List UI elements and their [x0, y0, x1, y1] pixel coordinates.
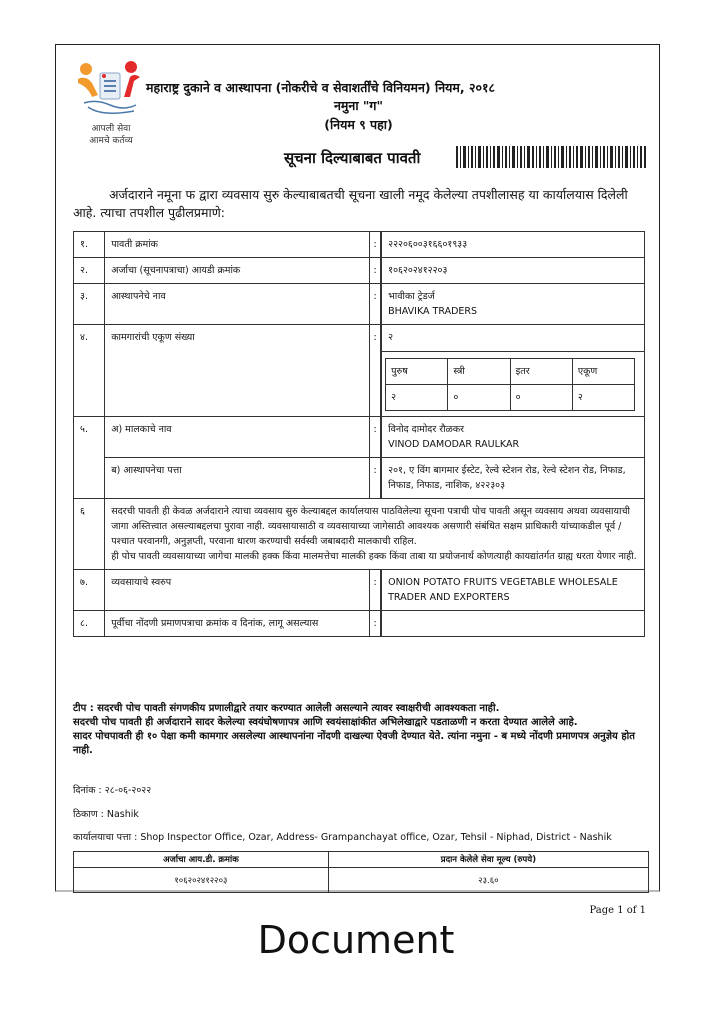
form-name: नमुना "ग" [333, 98, 383, 113]
worker-value-other: ० [510, 385, 572, 411]
document-title: सूचना दिल्याबाबत पावती [284, 149, 421, 167]
establishment-name-marathi: भावीका ट्रेडर्ज [388, 291, 435, 302]
row-label: व्यवसायाचे स्वरुप [105, 570, 370, 611]
establishment-name-value [381, 284, 644, 325]
establishment-address-value: २०१, ए विंग बागमार ईस्टेट, रेल्वे स्टेशन रोड, रेल्वे स्टेशन रोड, निफाड, निफाड, निफाड, नाशिक, ४२२३०३ [381, 458, 644, 499]
owner-name-english: VINOD DAMODAR RAULKAR [388, 439, 520, 450]
logo-caption-line2: आमचे कर्तव्य [89, 136, 133, 146]
row-colon: : [370, 325, 382, 417]
establishment-name-english: BHAVIKA TRADERS [388, 306, 478, 317]
previous-registration-value [381, 611, 644, 637]
row-number: २. [74, 258, 105, 284]
row-number: ८. [74, 611, 105, 637]
table-row [74, 258, 645, 284]
table-row [74, 611, 645, 637]
table-row [74, 458, 645, 499]
receipt-details-table [73, 231, 645, 637]
row-colon: : [370, 284, 382, 325]
row-colon: : [370, 417, 382, 458]
table-row [74, 499, 645, 570]
business-nature-value: ONION POTATO FRUITS VEGETABLE WHOLESALE TRADER AND EXPORTERS [381, 570, 644, 611]
worker-header-other: इतर [510, 359, 572, 385]
barcode-icon [456, 146, 646, 168]
table-row [74, 284, 645, 325]
worker-count-value [381, 325, 644, 417]
worker-header-female: स्त्री [448, 359, 510, 385]
worker-total: २ [388, 332, 394, 343]
fee-header-service-charge: प्रदान केलेले सेवा मूल्य (रुपये) [328, 852, 648, 868]
disclaimer-clause [105, 499, 645, 570]
note-line-2: सदरची पोच पावती ही अर्जदाराने सादर केलेल्या स्वयंघोषणापत्र आणि स्वयंसाक्षांकीत अभिलेखाद्वारे पडताळणी न करता देण्यात आलेले आहे. [73, 717, 578, 728]
row-label: अ) मालकाचे नाव [105, 417, 370, 458]
row-number: ७. [74, 570, 105, 611]
rule-reference: (नियम ९ पहा) [324, 117, 393, 132]
intro-paragraph [73, 186, 648, 222]
application-id-value: १०६२०२४१२२०३ [381, 258, 644, 284]
worker-value-male: २ [386, 385, 448, 411]
page-number: Page 1 of 1 [589, 905, 646, 916]
table-row [74, 570, 645, 611]
act-title: महाराष्ट्र दुकाने व आस्थापना (नोकरीचे व सेवाशर्तींचे विनियमन) नियम, २०१८ [146, 80, 495, 95]
fee-application-id: १०६२०२४१२२०३ [74, 868, 329, 893]
document-page [55, 44, 660, 892]
disclaimer-text-1: सदरची पावती ही केवळ अर्जदाराने त्याचा व्यवसाय सुरु केल्याबद्दल कार्यालयास पाठविलेल्या सूचना पत्राची पोच पावती असून व्यवसाय अथवा व्यवसायाची जागा अस्तित्त्वात असल्याबद्दलचा पुरावा नाही. व्यवसायासाठी व व्यवसायाच्या जागेसाठी आवश्यक असणारी संबंधित सक्षम प्राधिकारी यांच्याकडील पूर्व / पश्चात परवानगी, अनुज्ञप्ती, परवाना धारण करण्याची सर्वस्वी जबाबदारी मालकाची राहिल. [111, 506, 630, 547]
issue-date: दिनांक : २८-०६-२०२२ [73, 785, 152, 796]
fee-service-charge: २३.६० [328, 868, 648, 893]
worker-header-male: पुरुष [386, 359, 448, 385]
service-fee-table [73, 851, 649, 893]
note-section [73, 702, 653, 758]
row-label: आस्थापनेचे नाव [105, 284, 370, 325]
table-row [74, 232, 645, 258]
divider [382, 351, 644, 352]
row-colon: : [370, 611, 382, 637]
row-label: पूर्वीचा नोंदणी प्रमाणपत्राचा क्रमांक व दिनांक, लागू असल्यास [105, 611, 370, 637]
row-label: अर्जाचा (सूचनापत्राचा) आयडी क्रमांक [105, 258, 370, 284]
row-colon: : [370, 258, 382, 284]
note-line-3: सादर पोचपावती ही १० पेक्षा कमी कामगार असलेल्या आस्थापनांना नोंदणी दाखल्या ऐवजी देण्यात येते. त्यांना नमुना - ब मध्ये नोंदणी प्रमाणपत्र अनुज्ञेय होत नाही. [73, 731, 635, 756]
row-label: पावती क्रमांक [105, 232, 370, 258]
row-colon: : [370, 232, 382, 258]
table-row [74, 417, 645, 458]
document-caption: Document [257, 918, 455, 962]
worker-breakdown-table [385, 358, 635, 411]
receipt-number-value: २२२०६००३१६६०१९३३ [381, 232, 644, 258]
logo-caption-line1: आपली सेवा [91, 124, 131, 134]
row-number: ६ [74, 499, 105, 570]
row-number: ४. [74, 325, 105, 417]
worker-header-total: एकूण [572, 359, 634, 385]
worker-value-female: ० [448, 385, 510, 411]
worker-value-total: २ [572, 385, 634, 411]
row-label: ब) आस्थापनेचा पत्ता [105, 458, 370, 499]
fee-header-application-id: अर्जाचा आय.डी. क्रमांक [74, 852, 329, 868]
owner-name-marathi: विनोद दामोदर रौळकर [388, 424, 465, 435]
table-row [74, 325, 645, 417]
note-line-1: टीप : सदरची पोच पावती संगणकीय प्रणालीद्वारे तयार करण्यात आलेली असल्याने त्यावर स्वाक्षरीची आवश्यकता नाही. [73, 703, 500, 714]
owner-name-value [381, 417, 644, 458]
row-number: ३. [74, 284, 105, 325]
issue-place: ठिकाण : Nashik [73, 809, 139, 820]
row-number: १. [74, 232, 105, 258]
row-colon: : [370, 570, 382, 611]
intro-text: अर्जदाराने नमूना फ द्वारा व्यवसाय सुरु केल्याबाबतची सूचना खाली नमूद केलेल्या तपशीलासह या कार्यालयास दिलेली आहे. त्याचा तपशील पुढीलप्रमाणे: [73, 187, 628, 220]
office-address: कार्यालयाचा पत्ता : Shop Inspector Office, Ozar, Address- Grampanchayat office, Ozar, Tehsil - Niphad, District - Nashik [73, 832, 612, 843]
row-label: कामगारांची एकूण संख्या [105, 325, 370, 417]
disclaimer-text-2: ही पोच पावती व्यवसायाच्या जागेचा मालकी हक्क किंवा मालमत्तेचा मालकी हक्क किंवा ताबा या प्रयोजनार्थ कोणत्याही कायद्यांतर्गत ग्राह्य धरता येणार नाही. [111, 551, 637, 562]
row-colon: : [370, 458, 382, 499]
row-number: ५. [74, 417, 105, 499]
